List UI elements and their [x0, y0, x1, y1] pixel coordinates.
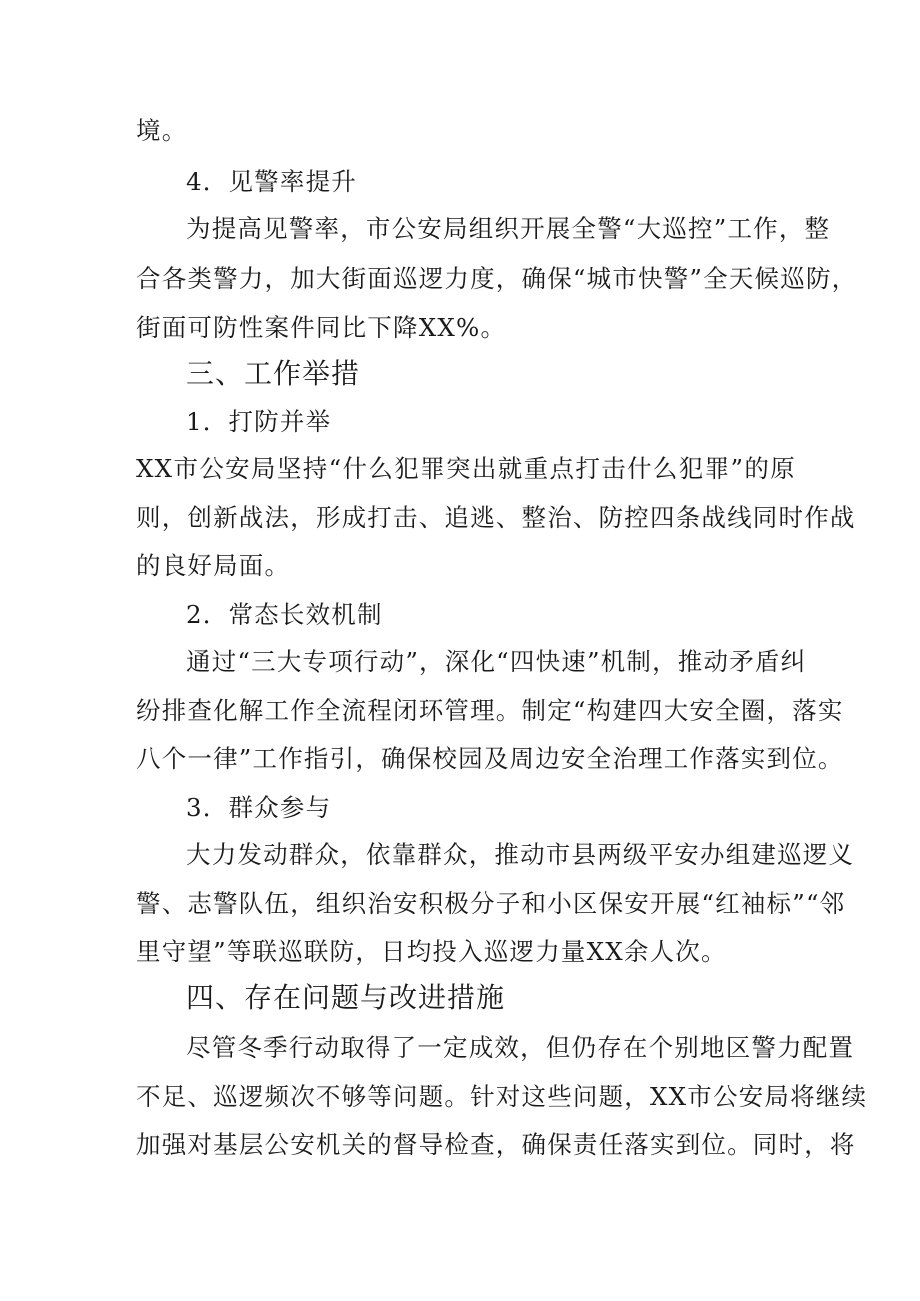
subsection-title: 1．打防并举 — [186, 407, 332, 436]
paragraph-line: 不足、巡逻频次不够等问题。针对这些问题，XX市公安局将继续 — [136, 1082, 868, 1111]
paragraph-line: 里守望”等联巡联防，日均投入巡逻力量XX余人次。 — [136, 937, 727, 966]
paragraph-line: 大力发动群众，依靠群众，推动市县两级平安办组建巡逻义 — [186, 840, 855, 869]
paragraph-line: 境。 — [136, 116, 188, 145]
paragraph-line: 为提高见警率，市公安局组织开展全警“大巡控”工作，整 — [186, 214, 831, 243]
paragraph-line: 合各类警力，加大街面巡逻力度，确保“城市快警”全天候巡防， — [136, 264, 858, 293]
paragraph-line: 八个一律”工作指引，确保校园及周边安全治理工作落实到位。 — [136, 744, 844, 773]
paragraph-line: 的良好局面。 — [136, 551, 291, 580]
paragraph-line: 则，创新战法，形成打击、追逃、整治、防控四条战线同时作战 — [136, 503, 856, 532]
paragraph-line: 尽管冬季行动取得了一定成效，但仍存在个别地区警力配置 — [186, 1033, 855, 1062]
paragraph-line: 纷排查化解工作全流程闭环管理。制定“构建四大安全圈，落实 — [136, 696, 844, 725]
paragraph-line: 加强对基层公安机关的督导检查，确保责任落实到位。同时，将 — [136, 1130, 856, 1159]
paragraph-line: 警、志警队伍，组织治安积极分子和小区保安开展“红袖标”“邻 — [136, 889, 846, 918]
subsection-title: 4．见警率提升 — [186, 167, 357, 196]
section-heading: 四、存在问题与改进措施 — [186, 981, 506, 1014]
paragraph-line: 通过“三大专项行动”，深化“四快速”机制，推动矛盾纠 — [186, 647, 807, 676]
paragraph-line: XX市公安局坚持“什么犯罪突出就重点打击什么犯罪”的原 — [136, 454, 796, 483]
paragraph-line: 街面可防性案件同比下降XX%。 — [136, 313, 507, 342]
section-heading: 三、工作举措 — [186, 357, 361, 390]
subsection-title: 3．群众参与 — [186, 793, 332, 822]
subsection-title: 2．常态长效机制 — [186, 600, 383, 629]
